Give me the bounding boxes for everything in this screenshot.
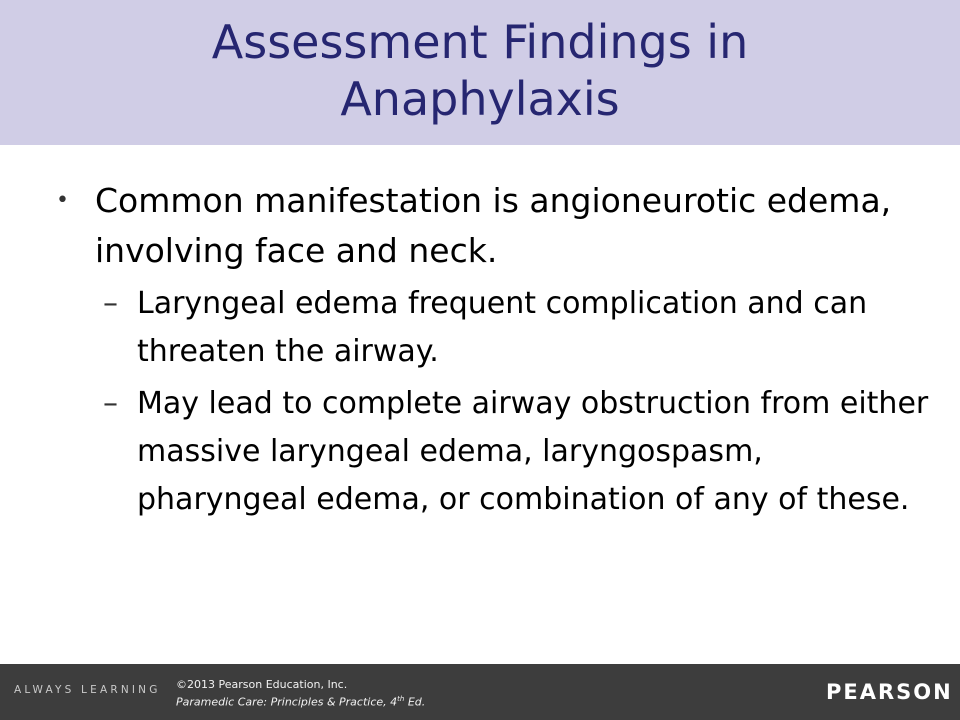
copyright-notice <box>176 678 425 710</box>
sub-bullet-text: Laryngeal edema frequent complication and can threaten the airway. <box>137 286 868 369</box>
book-citation <box>176 692 425 710</box>
sub-bullet-1 <box>103 280 936 376</box>
slide-content <box>56 176 936 524</box>
slide-title: Assessment Findings in Anaphylaxis <box>211 15 749 126</box>
copyright-line: ©2013 Pearson Education, Inc. <box>176 678 348 691</box>
dash-icon: – <box>103 386 118 421</box>
edition-superscript: th <box>397 695 405 703</box>
bullet-icon: • <box>56 188 69 213</box>
always-learning-tagline: ALWAYS LEARNING <box>14 684 161 696</box>
title-band <box>0 0 960 145</box>
sub-bullet-2 <box>103 380 936 524</box>
dash-icon: – <box>103 286 118 321</box>
main-bullet <box>56 176 936 276</box>
footer-bar <box>0 664 960 720</box>
sub-bullet-text: May lead to complete airway obstruction from either massive laryngeal edema, laryngospasm, pharyngeal edema, or combination of any of these. <box>137 386 929 517</box>
book-title: Paramedic Care: Principles & Practice, 4 <box>176 695 398 709</box>
edition-suffix: Ed. <box>404 695 426 709</box>
pearson-logo: PEARSON <box>826 680 953 704</box>
main-bullet-text: Common manifestation is angioneurotic edema, involving face and neck. <box>95 181 892 270</box>
